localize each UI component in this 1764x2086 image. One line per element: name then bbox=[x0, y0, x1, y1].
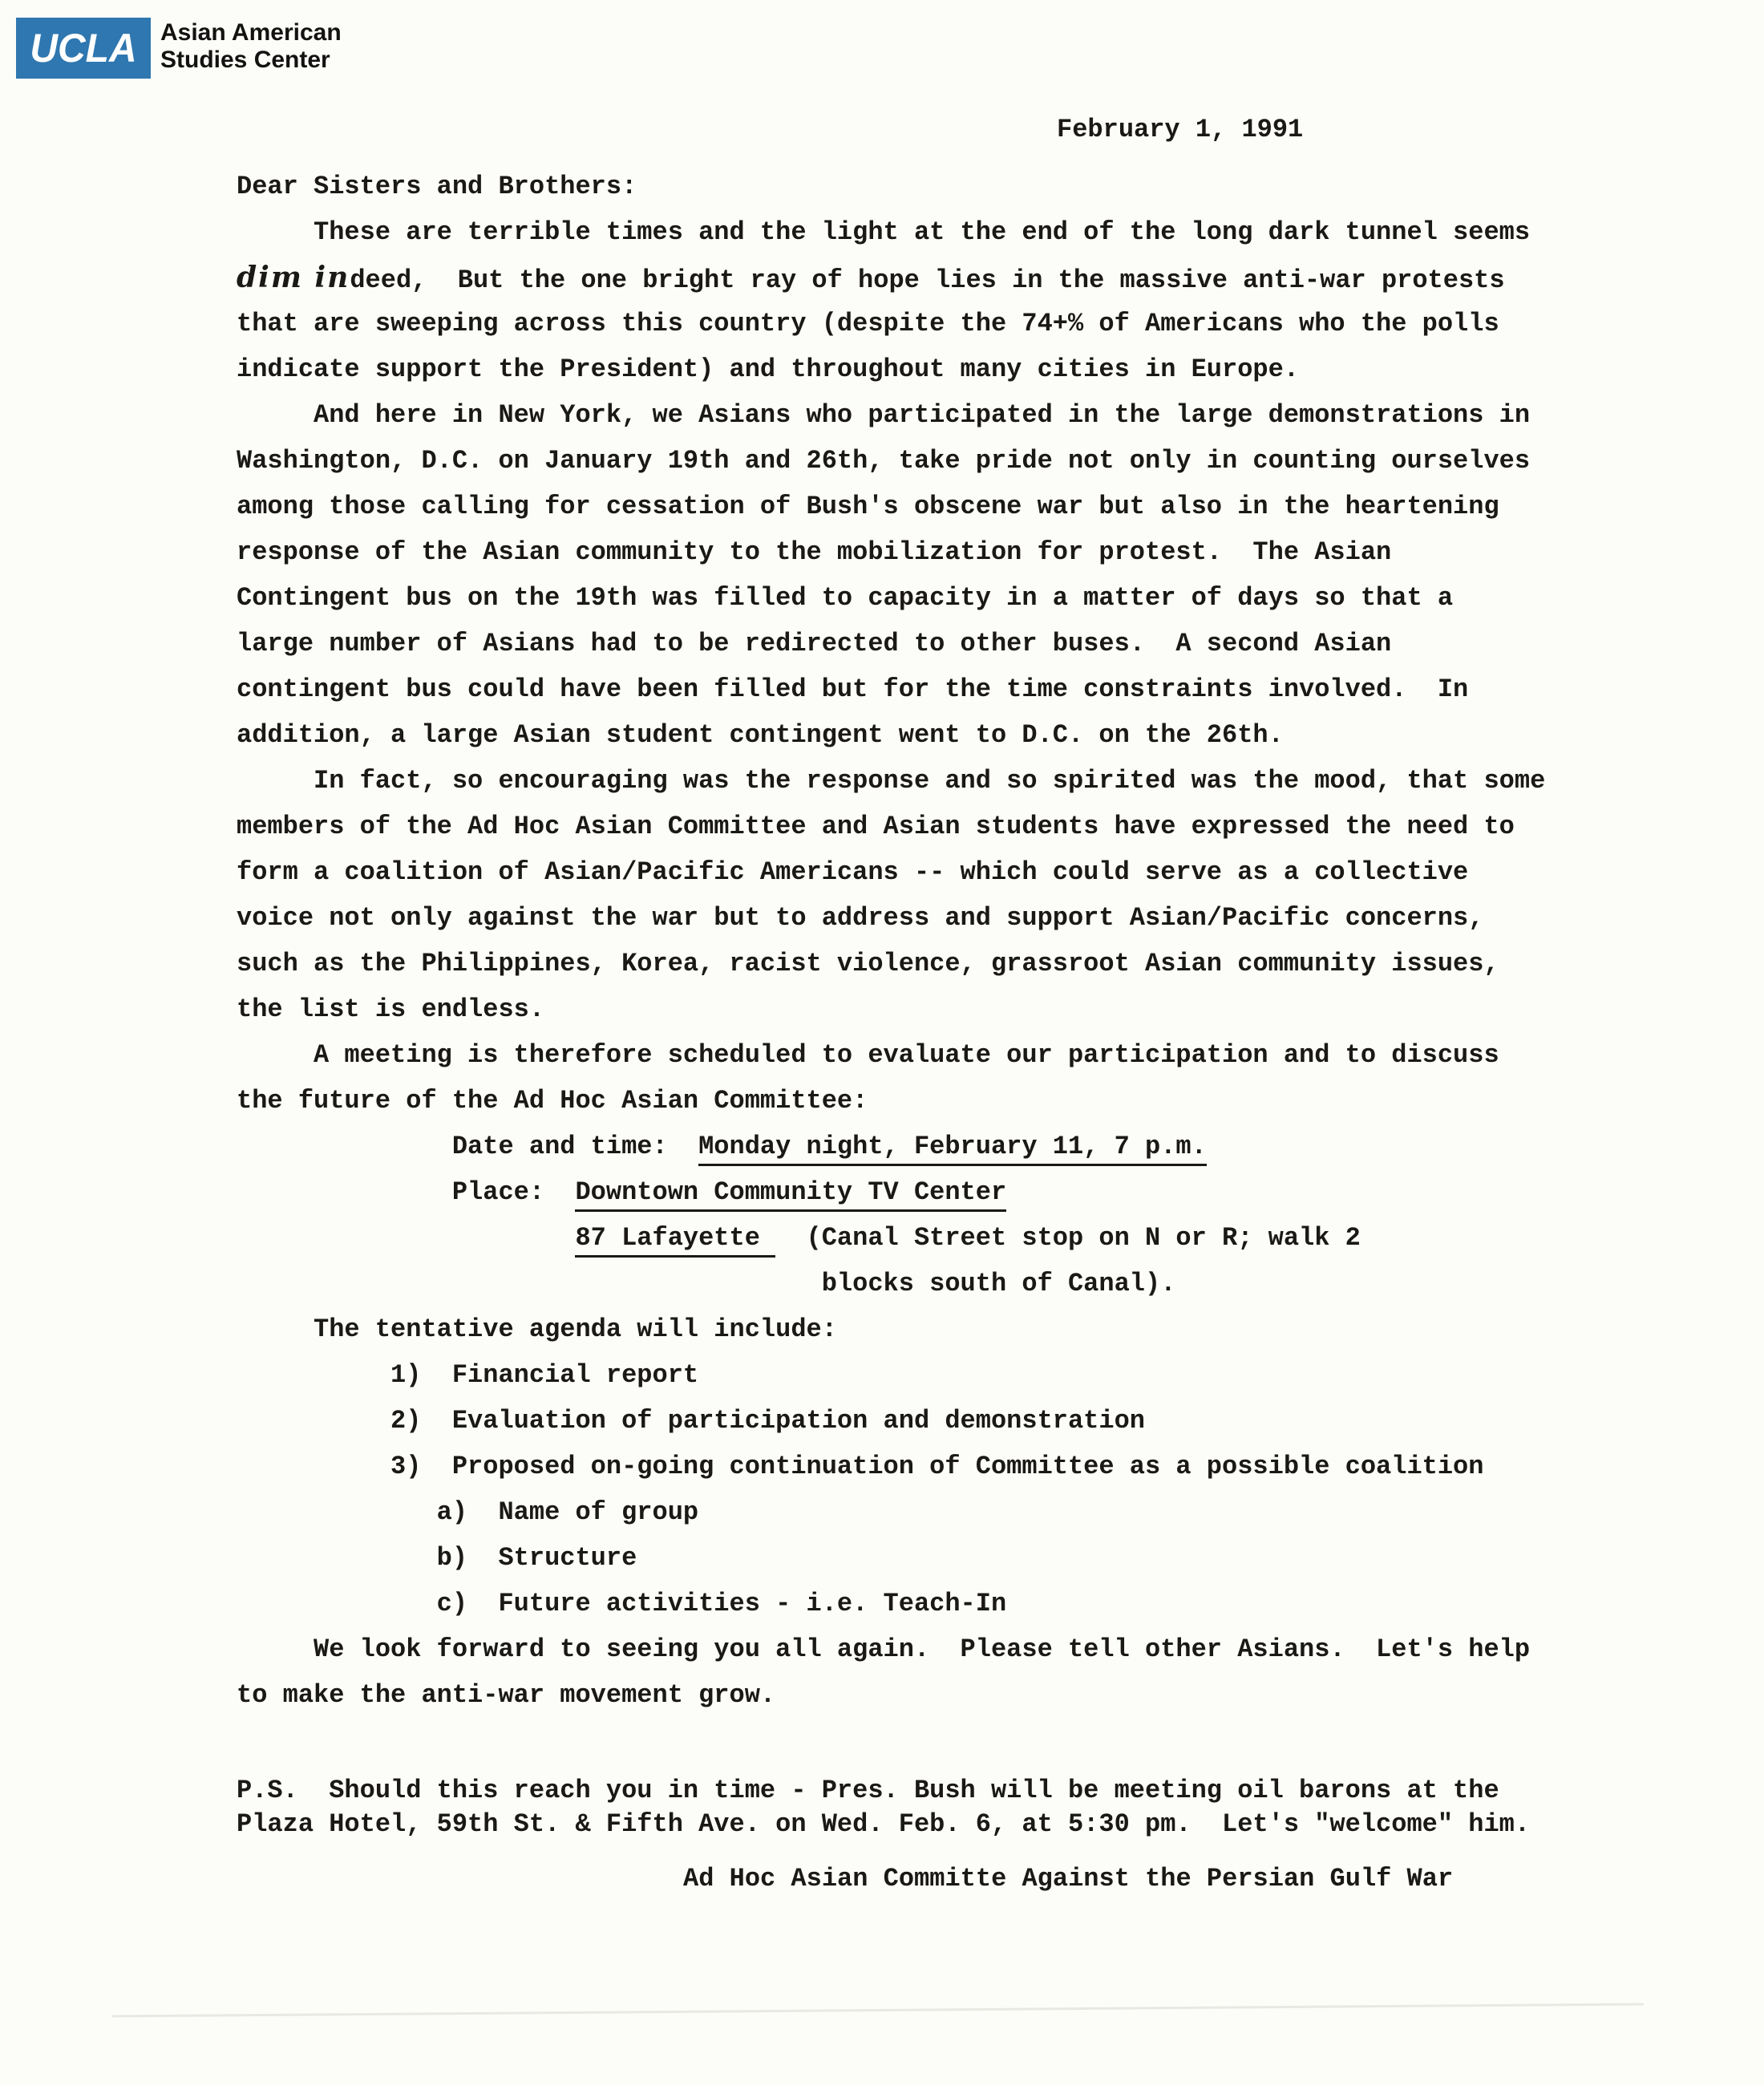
typed-text: In fact, so encouraging was the response and so spirited was the mood, that some bbox=[237, 766, 1546, 796]
handwritten-text: dim in bbox=[237, 261, 350, 294]
letter-line bbox=[237, 1124, 1616, 1169]
typed-text: the list is endless. bbox=[237, 994, 545, 1024]
typed-text: Date and time: bbox=[237, 1132, 699, 1161]
typed-text: b) Structure bbox=[237, 1543, 637, 1573]
letter-line bbox=[237, 1169, 1616, 1215]
letter-line bbox=[237, 666, 1616, 712]
underlined-text: 87 Lafayette bbox=[575, 1223, 775, 1258]
letter-line bbox=[237, 1032, 1616, 1078]
org-name bbox=[160, 19, 342, 74]
letter-line bbox=[237, 1306, 1616, 1352]
letter-line bbox=[237, 1581, 1616, 1626]
letter-line bbox=[237, 392, 1616, 438]
letter-line bbox=[237, 758, 1616, 804]
typed-text: Washington, D.C. on January 19th and 26th, take pride not only in counting ourselves bbox=[237, 446, 1531, 476]
letterhead bbox=[0, 0, 1764, 112]
typed-text: contingent bus could have been filled but for the time constraints involved. In bbox=[237, 674, 1469, 704]
letter-line bbox=[237, 1774, 1616, 1808]
postscript bbox=[237, 1774, 1616, 1841]
scan-artifact-line bbox=[112, 2003, 1644, 2017]
typed-text: P.S. Should this reach you in time - Pres. Bush will be meeting oil barons at the bbox=[237, 1776, 1499, 1805]
typed-text: form a coalition of Asian/Pacific Americans -- which could serve as a collective bbox=[237, 857, 1469, 887]
letter-line bbox=[237, 1078, 1616, 1124]
typed-text: Contingent bus on the 19th was filled to capacity in a matter of days so that a bbox=[237, 583, 1454, 613]
typed-text: a) Name of group bbox=[237, 1497, 699, 1527]
letter-line bbox=[237, 209, 1616, 255]
typed-text: (Canal Street stop on N or R; walk 2 bbox=[775, 1223, 1361, 1253]
typed-text: Plaza Hotel, 59th St. & Fifth Ave. on Wed. Feb. 6, at 5:30 pm. Let's "welcome" him. bbox=[237, 1809, 1531, 1839]
typed-text: 1) Financial report bbox=[237, 1360, 699, 1390]
letter-line bbox=[237, 1444, 1616, 1489]
typed-text: such as the Philippines, Korea, racist violence, grassroot Asian community issues, bbox=[237, 949, 1499, 978]
org-name-line1: Asian American bbox=[160, 19, 342, 46]
letter-line bbox=[237, 164, 1616, 209]
letter-line bbox=[237, 1261, 1616, 1306]
letter-line bbox=[237, 438, 1616, 484]
typed-text: c) Future activities - i.e. Teach-In bbox=[237, 1589, 1007, 1618]
typed-text: And here in New York, we Asians who participated in the large demonstrations in bbox=[237, 400, 1531, 430]
typed-text: indicate support the President) and throughout many cities in Europe. bbox=[237, 354, 1300, 384]
signature-line: Ad Hoc Asian Committe Against the Persian Gulf War bbox=[683, 1864, 1454, 1894]
letter-line bbox=[237, 1672, 1616, 1718]
letter-line bbox=[237, 1398, 1616, 1444]
typed-text: addition, a large Asian student contingent went to D.C. on the 26th. bbox=[237, 720, 1284, 750]
org-name-line2: Studies Center bbox=[160, 47, 330, 73]
typed-text: 2) Evaluation of participation and demonstration bbox=[237, 1406, 1145, 1436]
typed-text: 3) Proposed on-going continuation of Committee as a possible coalition bbox=[237, 1452, 1484, 1481]
typed-text: to make the anti-war movement grow. bbox=[237, 1680, 776, 1710]
typed-text: deed, But the one bright ray of hope lies in the massive anti-war protests bbox=[350, 265, 1505, 295]
typed-text: Dear Sisters and Brothers: bbox=[237, 172, 637, 201]
typed-text: that are sweeping across this country (despite the 74+% of Americans who the polls bbox=[237, 309, 1499, 338]
typed-text: among those calling for cessation of Bush's obscene war but also in the heartening bbox=[237, 492, 1499, 521]
typed-text: These are terrible times and the light at the end of the long dark tunnel seems bbox=[237, 217, 1531, 247]
underlined-text: Monday night, February 11, 7 p.m. bbox=[698, 1132, 1207, 1166]
typed-text: Place: bbox=[237, 1177, 576, 1207]
ucla-logo bbox=[16, 18, 151, 79]
typed-text bbox=[237, 1223, 575, 1253]
typed-text: response of the Asian community to the mobilization for protest. The Asian bbox=[237, 537, 1392, 567]
letter-line bbox=[237, 1489, 1616, 1535]
ucla-logo-text: UCLA bbox=[30, 26, 137, 71]
letter-line bbox=[237, 712, 1616, 758]
typed-text: A meeting is therefore scheduled to evaluate our participation and to discuss bbox=[237, 1040, 1499, 1070]
letter-date: February 1, 1991 bbox=[1057, 115, 1304, 144]
letter-line bbox=[237, 1352, 1616, 1398]
letter-line bbox=[237, 804, 1616, 849]
letter-line bbox=[237, 346, 1616, 392]
letter-line bbox=[237, 301, 1616, 346]
letter-line bbox=[237, 621, 1616, 666]
letter-line bbox=[237, 1535, 1616, 1581]
letter-line bbox=[237, 895, 1616, 941]
letter-body bbox=[237, 164, 1616, 1718]
letter-line bbox=[237, 484, 1616, 529]
letter-line bbox=[237, 575, 1616, 621]
letter-line bbox=[237, 1626, 1616, 1672]
letter-line bbox=[237, 529, 1616, 575]
letter-line bbox=[237, 1808, 1616, 1841]
letter-line bbox=[237, 849, 1616, 895]
typed-text: voice not only against the war but to address and support Asian/Pacific concerns, bbox=[237, 903, 1484, 933]
letter-line bbox=[237, 986, 1616, 1032]
typed-text: We look forward to seeing you all again. Please tell other Asians. Let's help bbox=[237, 1634, 1531, 1664]
letter-line bbox=[237, 255, 1616, 301]
typed-text: the future of the Ad Hoc Asian Committee: bbox=[237, 1086, 868, 1116]
letter-line bbox=[237, 1215, 1616, 1261]
typed-text: blocks south of Canal). bbox=[237, 1269, 1176, 1298]
letter-line bbox=[237, 941, 1616, 986]
underlined-text: Downtown Community TV Center bbox=[575, 1177, 1006, 1212]
typed-text: large number of Asians had to be redirected to other buses. A second Asian bbox=[237, 629, 1392, 658]
typed-text: The tentative agenda will include: bbox=[237, 1314, 837, 1344]
typed-text: members of the Ad Hoc Asian Committee and Asian students have expressed the need to bbox=[237, 812, 1515, 841]
